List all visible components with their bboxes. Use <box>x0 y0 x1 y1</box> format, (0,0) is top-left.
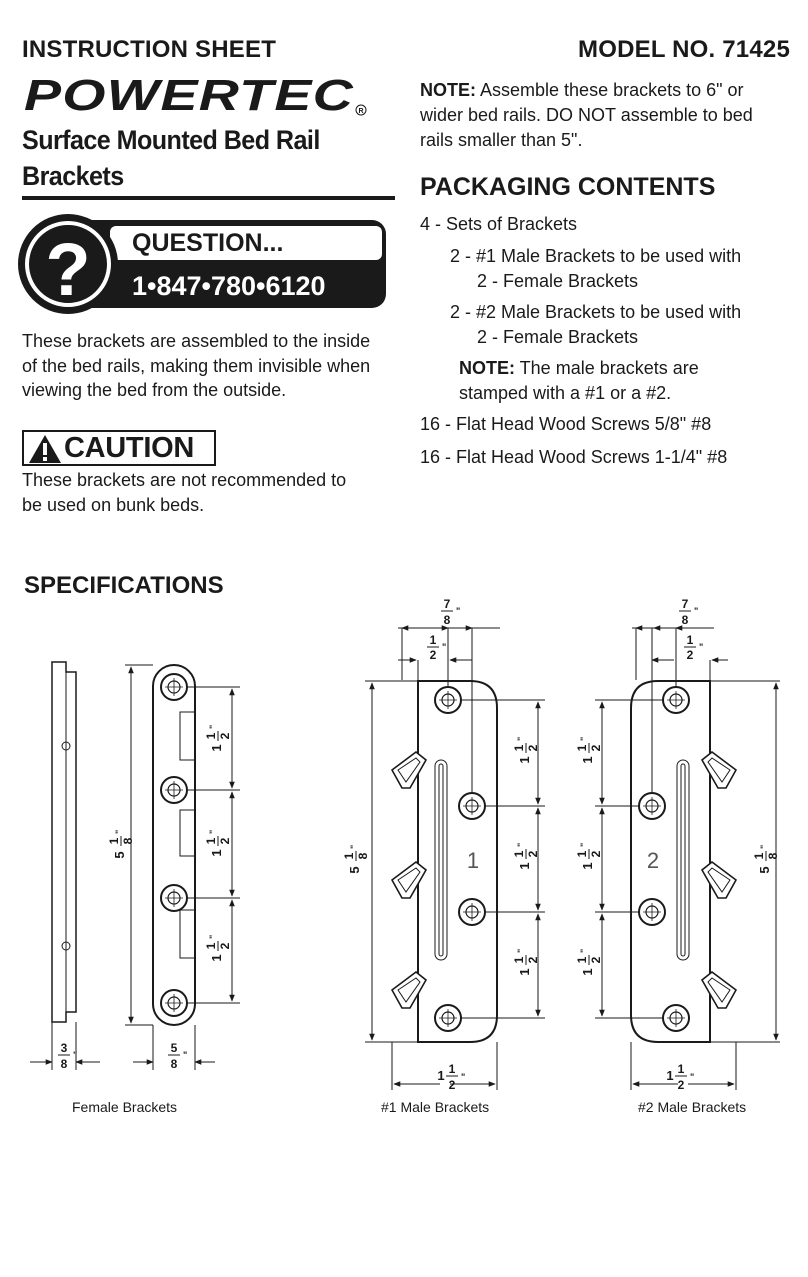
svg-text:1: 1 <box>107 837 121 845</box>
intro-line: of the bed rails, making them invisible when <box>22 355 371 376</box>
dim-five-eighths <box>168 1041 187 1071</box>
svg-text:7: 7 <box>681 597 689 611</box>
dim-male2-spacing <box>575 949 603 976</box>
svg-text:": " <box>456 606 461 616</box>
intro-line: viewing the bed from the outside. <box>22 380 287 400</box>
svg-text:1: 1 <box>429 633 437 647</box>
svg-text:1: 1 <box>204 942 218 950</box>
packaging-sets: 4 - Sets of Brackets <box>420 214 578 234</box>
intro-line: These brackets are assembled to the inside <box>22 331 371 351</box>
svg-text:": " <box>516 736 526 741</box>
svg-text:": " <box>114 829 124 834</box>
svg-text:2: 2 <box>218 942 232 950</box>
svg-text:5: 5 <box>112 851 127 859</box>
svg-text:1: 1 <box>686 633 694 647</box>
svg-text:1: 1 <box>575 850 589 858</box>
note-bold: NOTE: <box>420 80 476 100</box>
packaging-line: 2 - #1 Male Brackets to be used with <box>450 246 742 266</box>
svg-text:8: 8 <box>170 1057 178 1071</box>
stamp-2: 2 <box>646 848 660 873</box>
svg-text:1: 1 <box>677 1062 685 1076</box>
caption-female: Female Brackets <box>72 1099 178 1115</box>
svg-text:1: 1 <box>448 1062 456 1076</box>
svg-text:": " <box>73 1050 78 1060</box>
svg-text:": " <box>690 1072 695 1082</box>
svg-text:1: 1 <box>517 968 532 976</box>
svg-text:8: 8 <box>60 1057 68 1071</box>
dim-male2-half <box>684 633 703 662</box>
dim-female-spacing <box>204 935 232 962</box>
svg-text:2: 2 <box>218 837 232 845</box>
svg-text:5: 5 <box>757 866 772 874</box>
svg-text:1: 1 <box>342 852 356 860</box>
caution-line: be used on bunk beds. <box>22 494 205 515</box>
svg-text:2: 2 <box>429 648 437 662</box>
svg-text:1: 1 <box>209 744 224 752</box>
svg-text:2: 2 <box>218 732 232 740</box>
dim-male1-spacing <box>512 737 540 764</box>
male-bracket-1-view <box>418 681 497 1042</box>
question-label: QUESTION... <box>132 229 284 257</box>
svg-text:R: R <box>358 108 364 115</box>
question-phone: 1•847•780•6120 <box>132 271 326 301</box>
svg-text:2: 2 <box>686 648 694 662</box>
female-bracket-side-view <box>52 662 76 1022</box>
dim-male1-seven-eighths <box>441 597 460 627</box>
svg-text:1: 1 <box>517 862 532 870</box>
packaging-line: 2 - #2 Male Brackets to be used with <box>450 302 742 322</box>
svg-text:": " <box>442 642 447 652</box>
stamp-1: 1 <box>466 848 480 873</box>
dim-male1-width <box>437 1062 465 1092</box>
note-line: The male brackets are <box>515 358 699 378</box>
packaging-screws-short: 16 - Flat Head Wood Screws 5/8" #8 <box>420 414 712 434</box>
packaging-screws-long: 16 - Flat Head Wood Screws 1-1/4" #8 <box>420 447 728 467</box>
svg-text:1: 1 <box>209 954 224 962</box>
svg-text:2: 2 <box>589 850 603 858</box>
dim-male1-overall <box>342 845 370 874</box>
product-title-line2: Brackets <box>22 161 124 191</box>
note-line: stamped with a #1 or a #2. <box>459 383 672 403</box>
dim-female-spacing <box>204 830 232 857</box>
note-bold: NOTE: <box>459 358 515 378</box>
caption-male1: #1 Male Brackets <box>381 1099 490 1115</box>
svg-text:": " <box>516 948 526 953</box>
svg-text:": " <box>699 642 704 652</box>
svg-text:": " <box>461 1072 466 1082</box>
dim-male1-spacing <box>512 949 540 976</box>
female-bracket-front-view <box>153 665 195 1025</box>
caution-line: These brackets are not recommended to <box>22 470 347 490</box>
svg-text:1: 1 <box>512 850 526 858</box>
svg-text:1: 1 <box>517 756 532 764</box>
svg-text:1: 1 <box>580 862 595 870</box>
dim-male1-half <box>427 633 446 662</box>
svg-text:1: 1 <box>512 956 526 964</box>
caution-label: CAUTION <box>64 432 195 464</box>
svg-text:": " <box>208 829 218 834</box>
svg-text:": " <box>759 844 769 849</box>
caption-male2: #2 Male Brackets <box>638 1099 747 1115</box>
dim-male1-spacing <box>512 843 540 870</box>
svg-text:5: 5 <box>347 866 362 874</box>
product-title-line1: Surface Mounted Bed Rail <box>22 125 320 155</box>
svg-text:1: 1 <box>575 744 589 752</box>
svg-text:1: 1 <box>580 756 595 764</box>
note-line: wider bed rails. DO NOT assemble to bed <box>420 105 753 125</box>
packaging-line: 2 - Female Brackets <box>477 327 639 347</box>
svg-text:2: 2 <box>589 956 603 964</box>
brand-logo-text: POWERTEC <box>24 72 355 118</box>
dim-male2-seven-eighths <box>679 597 698 627</box>
sheet-label: INSTRUCTION SHEET <box>22 36 277 63</box>
packaging-line: 2 - Female Brackets <box>477 271 639 291</box>
svg-text:1: 1 <box>204 837 218 845</box>
svg-text:2: 2 <box>677 1078 685 1092</box>
svg-text:5: 5 <box>170 1041 178 1055</box>
svg-text:": " <box>183 1050 188 1060</box>
specifications-heading: SPECIFICATIONS <box>24 572 224 599</box>
svg-text:2: 2 <box>448 1078 456 1092</box>
svg-text:": " <box>579 948 589 953</box>
svg-text:1: 1 <box>209 849 224 857</box>
svg-text:8: 8 <box>443 613 451 627</box>
svg-text:": " <box>516 842 526 847</box>
svg-text:2: 2 <box>526 956 540 964</box>
svg-text:2: 2 <box>526 744 540 752</box>
svg-text:1: 1 <box>752 852 766 860</box>
svg-text:1: 1 <box>437 1068 445 1083</box>
svg-text:8: 8 <box>681 613 689 627</box>
svg-text:1: 1 <box>666 1068 674 1083</box>
model-number: MODEL NO. 71425 <box>578 36 790 63</box>
svg-text:2: 2 <box>526 850 540 858</box>
svg-text:8: 8 <box>121 837 135 845</box>
svg-text:": " <box>208 934 218 939</box>
svg-text:8: 8 <box>356 852 370 860</box>
dim-male2-spacing <box>575 843 603 870</box>
dim-male2-spacing <box>575 737 603 764</box>
dim-male2-width <box>666 1062 694 1092</box>
svg-text:1: 1 <box>580 968 595 976</box>
male-bracket-2-view <box>631 681 710 1042</box>
dim-female-spacing <box>204 725 232 752</box>
svg-text:": " <box>579 736 589 741</box>
svg-text:": " <box>208 724 218 729</box>
packaging-heading: PACKAGING CONTENTS <box>420 173 716 201</box>
svg-text:1: 1 <box>512 744 526 752</box>
svg-text:2: 2 <box>589 744 603 752</box>
dim-three-eighths <box>58 1041 77 1071</box>
svg-text:1: 1 <box>575 956 589 964</box>
svg-text:": " <box>579 842 589 847</box>
svg-text:3: 3 <box>60 1041 68 1055</box>
question-mark-icon: ? <box>45 228 91 311</box>
svg-text:8: 8 <box>766 852 780 860</box>
svg-text:": " <box>694 606 699 616</box>
svg-text:7: 7 <box>443 597 451 611</box>
svg-text:1: 1 <box>204 732 218 740</box>
note-line: rails smaller than 5". <box>420 130 583 150</box>
note-line: Assemble these brackets to 6" or <box>476 80 744 100</box>
svg-text:": " <box>349 844 359 849</box>
